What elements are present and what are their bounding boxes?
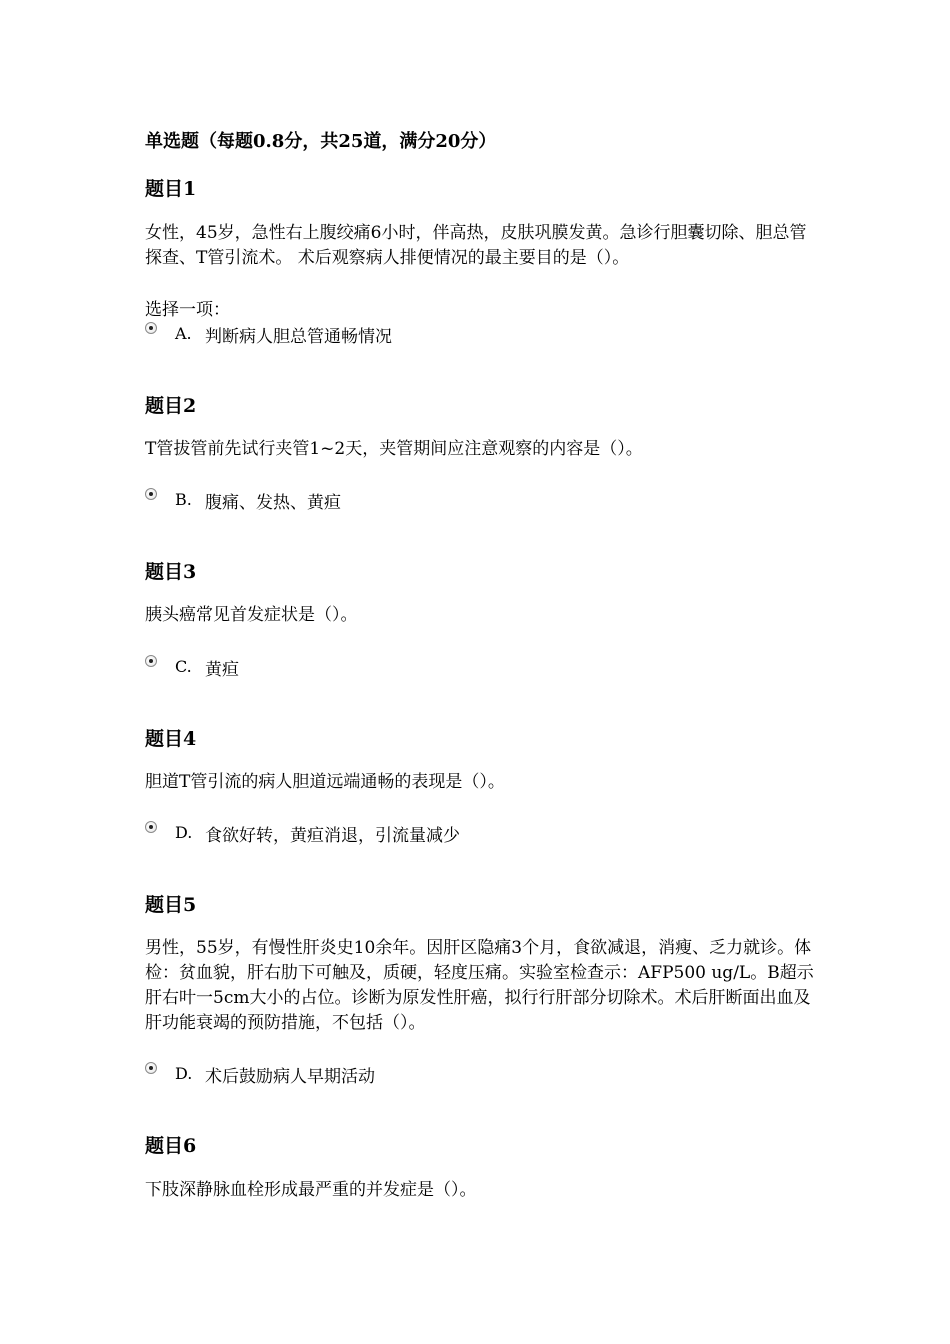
- question-4-title: 题目4: [145, 728, 197, 750]
- answer-letter: D.: [175, 823, 193, 842]
- answer-letter: C.: [175, 657, 192, 676]
- question-3-title: 题目3: [145, 561, 197, 583]
- radio-selected-icon[interactable]: [145, 655, 157, 667]
- radio-selected-icon[interactable]: [145, 322, 157, 334]
- question-5-text: 男性，55岁，有慢性肝炎史10余年。因肝区隐痛3个月，食欲减退，消瘦、乏力就诊。体检：贫血貌，肝右肋下可触及，质硬，轻度压痛。实验室检查示：AFP500 ug/L。B超示肝右叶一5cm大小的占位。诊断为原发性肝癌，拟行行肝部分切除术。术后肝断面出血及肝功能衰竭的预防措施，不包括（）。: [145, 938, 814, 1033]
- answer-text: 腹痛、发热、黄疸: [205, 493, 341, 513]
- radio-selected-icon[interactable]: [145, 1062, 157, 1074]
- question-4-text: 胆道T管引流的病人胆道远端通畅的表现是（）。: [145, 772, 505, 792]
- answer-text: 判断病人胆总管通畅情况: [205, 327, 392, 347]
- question-5-title: 题目5: [145, 894, 197, 916]
- answer-text: 术后鼓励病人早期活动: [205, 1067, 375, 1087]
- answer-text: 黄疸: [205, 660, 239, 680]
- answer-letter: D.: [175, 1064, 193, 1083]
- question-6-title: 题目6: [145, 1135, 197, 1157]
- question-1-prompt: 选择一项：: [145, 300, 230, 320]
- radio-selected-icon[interactable]: [145, 488, 157, 500]
- answer-letter: B.: [175, 490, 192, 509]
- answer-letter: A.: [175, 324, 192, 343]
- question-2-text: T管拔管前先试行夹管1~2天，夹管期间应注意观察的内容是（）。: [145, 439, 643, 459]
- question-1-text: 女性，45岁，急性右上腹绞痛6小时，伴高热，皮肤巩膜发黄。急诊行胆囊切除、胆总管探查、T管引流术。 术后观察病人排便情况的最主要目的是（）。: [145, 223, 807, 268]
- question-3-text: 胰头癌常见首发症状是（）。: [145, 605, 358, 625]
- section-header: 单选题（每题0.8分，共25道，满分20分）: [145, 131, 497, 152]
- radio-selected-icon[interactable]: [145, 821, 157, 833]
- question-2-title: 题目2: [145, 395, 197, 417]
- question-6-text: 下肢深静脉血栓形成最严重的并发症是（）。: [145, 1180, 477, 1200]
- answer-text: 食欲好转，黄疸消退，引流量减少: [205, 826, 460, 846]
- question-1-title: 题目1: [145, 178, 197, 200]
